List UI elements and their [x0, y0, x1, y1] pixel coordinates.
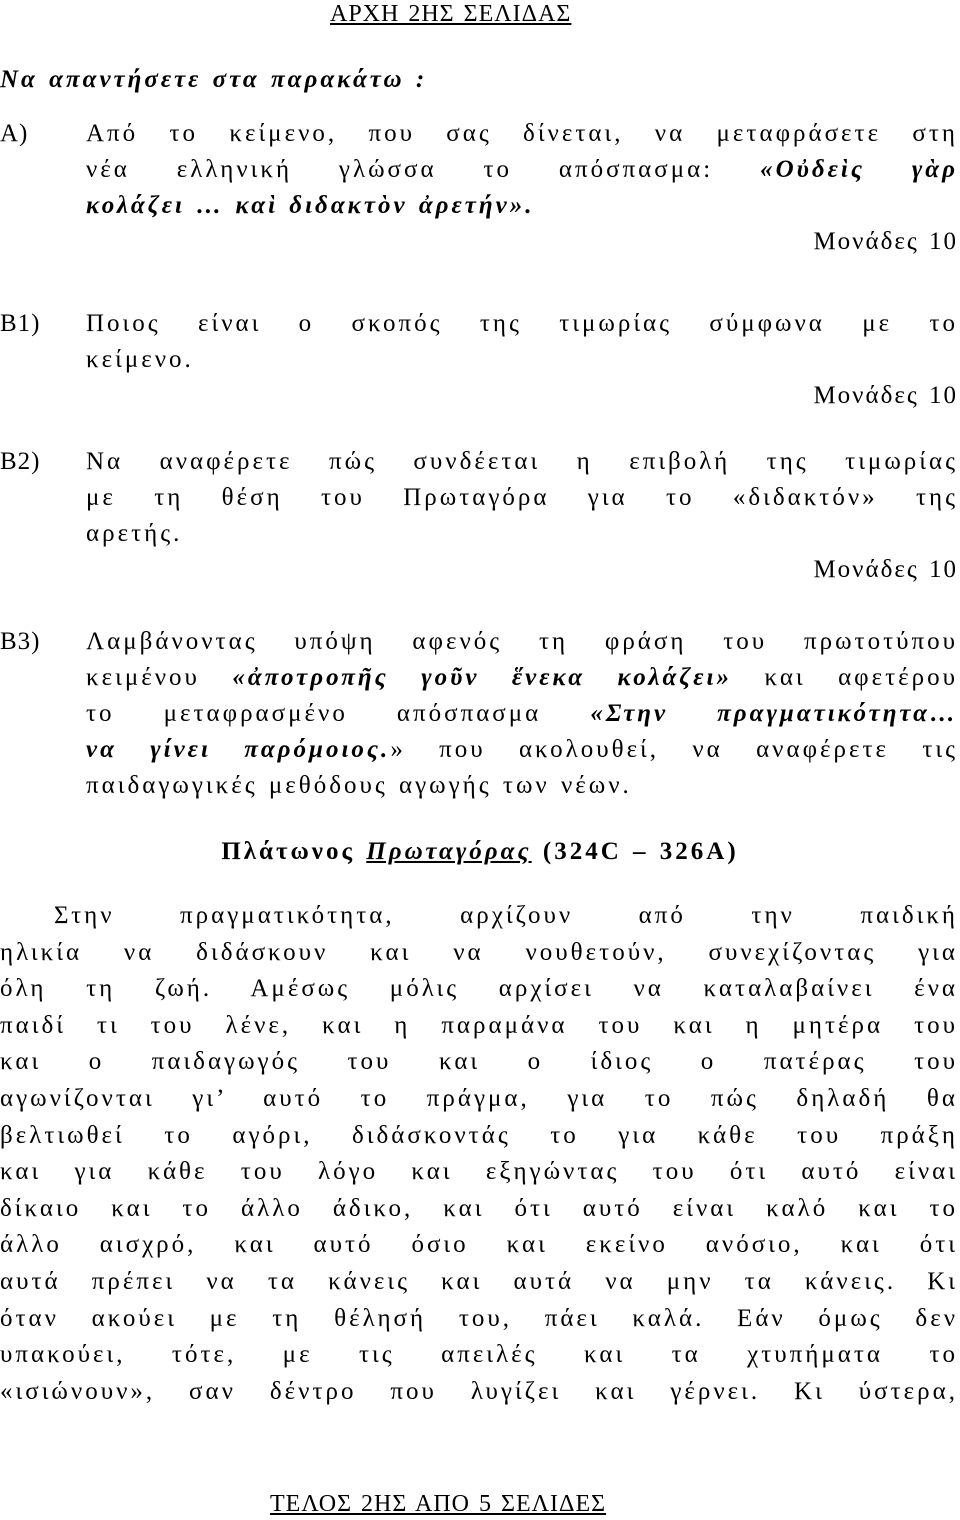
- question-text-line: [86, 660, 958, 696]
- passage-line: αγωνίζονται γι’ αυτό το πράγμα, για το πώς δηλαδή θα: [0, 1084, 958, 1112]
- passage-line: και ο παιδαγωγός του και ο ίδιος ο πατέρας του: [0, 1048, 958, 1076]
- passage-line: όλη τη ζωή. Αμέσως μόλις αρχίσει να καταλαβαίνει ένα: [0, 975, 958, 1003]
- source-author: Πλάτωνος: [221, 838, 367, 865]
- passage-line: Στην πραγματικότητα, αρχίζουν από την παιδική: [54, 902, 958, 929]
- instructions-heading: Να απαντήσετε στα παρακάτω :: [0, 66, 428, 93]
- question-text-segment: » που ακολουθεί, να αναφέρετε τις: [390, 736, 959, 763]
- passage-line: «ισιώνουν», σαν δέντρο που λυγίζει και γέρνει. Κι ύστερα,: [0, 1377, 958, 1405]
- quoted-excerpt: «Στην πραγματικότητα…: [590, 700, 958, 727]
- question-b3: [0, 624, 958, 804]
- question-text-segment: νέα ελληνική γλώσσα το απόσπασμα:: [86, 156, 761, 183]
- points-label: Μονάδες 10: [813, 382, 958, 409]
- passage-line: ηλικία να διδάσκουν και να νουθετούν, συνεχίζοντας για: [0, 938, 958, 966]
- question-text-line: [86, 516, 958, 552]
- question-text-segment: παιδαγωγικές μεθόδους αγωγής των νέων.: [86, 772, 632, 799]
- question-text-segment: Ποιος είναι ο σκοπός της τιμωρίας σύμφωνα με το: [86, 310, 958, 337]
- source-citation: [0, 834, 960, 870]
- question-text: [86, 624, 958, 804]
- quoted-excerpt: «ἀποτροπῆς γοῦν ἕνεκα κολάζει»: [232, 664, 732, 691]
- question-label: Α): [0, 120, 29, 147]
- question-b2: [0, 444, 958, 588]
- question-a: [0, 116, 958, 260]
- question-text-segment: Από το κείμενο, που σας δίνεται, να μεταφράσετε στη: [86, 120, 958, 147]
- question-text-line: [86, 116, 958, 152]
- question-text-segment: και αφετέρου: [732, 664, 959, 691]
- question-b1: [0, 306, 958, 414]
- question-text-line: [86, 342, 958, 378]
- question-text-segment: Να αναφέρετε πώς συνδέεται η επιβολή της τιμωρίας: [86, 448, 958, 475]
- question-text-line: [86, 306, 958, 342]
- question-text-segment: αρετής.: [86, 520, 183, 547]
- question-label: Β1): [0, 310, 41, 337]
- passage-line: και για κάθε του λόγο και εξηγώντας του ότι αυτό είναι: [0, 1158, 958, 1186]
- question-text-line: [86, 696, 958, 732]
- passage-line: παιδί τι του λένε, και η παραμάνα του και η μητέρα του: [0, 1011, 958, 1039]
- source-passage: [0, 898, 958, 1410]
- page-footer: ΤΕΛΟΣ 2ΗΣ ΑΠΟ 5 ΣΕΛΙΔΕΣ: [270, 1491, 607, 1517]
- question-text-line: [86, 732, 958, 768]
- quoted-excerpt: «Οὐδεὶς γὰρ: [760, 156, 958, 183]
- question-label: Β2): [0, 448, 41, 475]
- question-text-line: [86, 768, 958, 804]
- passage-line: άλλο αισχρό, και αυτό όσιο και εκείνο ανόσιο, και ότι: [0, 1231, 958, 1259]
- question-text-segment: το μεταφρασμένο απόσπασμα: [86, 700, 591, 727]
- question-text-segment: Λαμβάνοντας υπόψη αφενός τη φράση του πρωτοτύπου: [86, 628, 958, 655]
- question-text-line: [86, 480, 958, 516]
- passage-line: όταν ακούει με τη θέλησή του, πάει καλά. Εάν όμως δεν: [0, 1304, 958, 1332]
- quoted-excerpt: να γίνει παρόμοιος.: [86, 736, 391, 763]
- passage-line: δίκαιο και το άλλο άδικο, και ότι αυτό είναι καλό και το: [0, 1194, 958, 1222]
- question-text-line: [86, 152, 958, 188]
- question-text-line: [86, 444, 958, 480]
- question-label: Β3): [0, 628, 41, 655]
- source-work-title: Πρωταγόρας: [366, 838, 532, 865]
- passage-line: βελτιωθεί το αγόρι, διδάσκοντάς το για κάθε του πράξη: [0, 1121, 958, 1149]
- passage-line: υπακούει, τότε, με τις απειλές και τα χτυπήματα το: [0, 1341, 958, 1369]
- question-text: [86, 444, 958, 552]
- page-header: ΑΡΧΗ 2ΗΣ ΣΕΛΙΔΑΣ: [330, 1, 572, 27]
- passage-line: αυτά πρέπει να τα κάνεις και αυτά να μην τα κάνεις. Κι: [0, 1267, 958, 1295]
- points-label: Μονάδες 10: [813, 228, 958, 255]
- question-text-line: [86, 624, 958, 660]
- question-text: [86, 306, 958, 378]
- source-reference: (324C – 326A): [531, 838, 739, 865]
- question-text-line: [86, 188, 958, 224]
- question-text-segment: κειμένου: [86, 664, 233, 691]
- question-text: [86, 116, 958, 224]
- question-text-segment: με τη θέση του Πρωταγόρα για το «διδακτόν» της: [86, 484, 958, 511]
- quoted-excerpt: κολάζει … καὶ διδακτὸν ἀρετήν».: [86, 192, 535, 219]
- question-text-segment: κείμενο.: [86, 346, 194, 373]
- points-label: Μονάδες 10: [813, 556, 958, 583]
